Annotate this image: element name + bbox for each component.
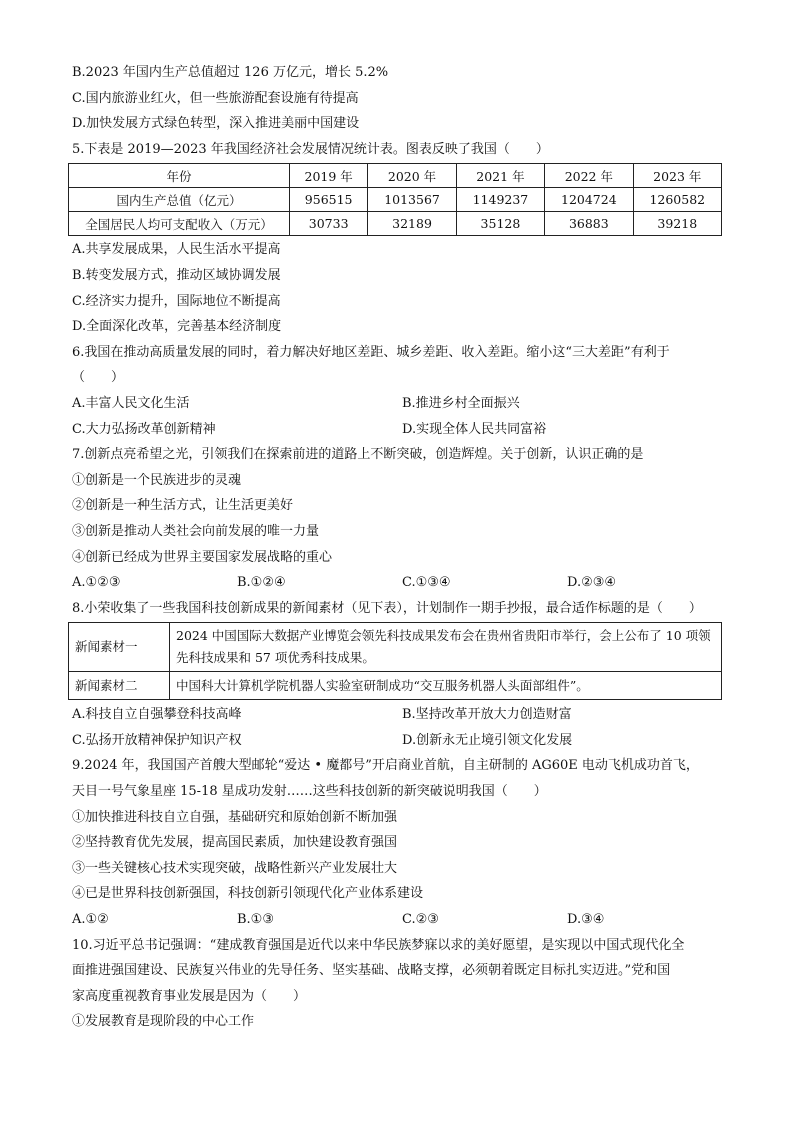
table-cell: 年份 xyxy=(69,164,290,188)
table-cell: 32189 xyxy=(368,212,456,236)
q7-option-d: D.②③④ xyxy=(567,575,617,591)
table-cell: 1149237 xyxy=(456,188,544,212)
table-cell: 2023 年 xyxy=(633,164,721,188)
table-row xyxy=(69,623,722,672)
q5-option-a: A.共享发展成果，人民生活水平提高 xyxy=(72,242,281,258)
q9-options xyxy=(72,907,732,933)
q5-table xyxy=(68,163,722,236)
q10-stem: 10.习近平总书记强调：“建成教育强国是近代以来中华民族梦寐以求的美好愿望，是实现以中国式现代化全 xyxy=(72,937,685,953)
q7-option-c: C.①③④ xyxy=(402,575,451,591)
q7-option-b: B.①②④ xyxy=(237,575,286,591)
q7-stem: 7.创新点亮希望之光，引领我们在探索前进的道路上不断突破，创造辉煌。关于创新，认识正确的是 xyxy=(72,447,644,463)
q7-item-1: ①创新是一个民族进步的灵魂 xyxy=(72,472,242,488)
q9-item-4: ④已是世界科技创新强国，科技创新引领现代化产业体系建设 xyxy=(72,886,424,902)
table-cell: 2019 年 xyxy=(290,164,368,188)
q8-options-row1 xyxy=(72,702,732,728)
table-row xyxy=(69,672,722,700)
table-cell: 39218 xyxy=(633,212,721,236)
q4-option-c: C.国内旅游业红火，但一些旅游配套设施有待提高 xyxy=(72,90,359,106)
q8-option-d: D.创新永无止境引领文化发展 xyxy=(402,732,573,748)
table-cell: 新闻素材一 xyxy=(69,623,170,672)
q9-stem: 9.2024 年，我国国产首艘大型邮轮“爱达 • 魔都号”开启商业首航，自主研制的 AG60E 电动飞机成功首飞， xyxy=(72,758,699,774)
q8-option-b: B.坚持改革开放大力创造财富 xyxy=(402,707,572,723)
q9-item-1: ①加快推进科技自立自强，基础研究和原始创新不断加强 xyxy=(72,809,398,825)
q6-option-c: C.大力弘扬改革创新精神 xyxy=(72,421,216,437)
table-cell: 全国居民人均可支配收入（万元） xyxy=(69,212,290,236)
q8-options-row2 xyxy=(72,728,732,754)
table-header-row xyxy=(69,164,722,188)
table-cell: 2022 年 xyxy=(545,164,633,188)
q5-stem: 5.下表是 2019—2023 年我国经济社会发展情况统计表。图表反映了我国（ ） xyxy=(72,141,549,157)
q7-item-4: ④创新已经成为世界主要国家发展战略的重心 xyxy=(72,549,333,565)
q5-option-b: B.转变发展方式，推动区域协调发展 xyxy=(72,267,281,283)
q7-item-3: ③创新是推动人类社会向前发展的唯一力量 xyxy=(72,523,320,539)
table-cell: 30733 xyxy=(290,212,368,236)
table-cell: 956515 xyxy=(290,188,368,212)
table-cell: 1260582 xyxy=(633,188,721,212)
table-cell: 35128 xyxy=(456,212,544,236)
table-row xyxy=(69,188,722,212)
q9-option-d: D.③④ xyxy=(567,912,605,928)
q8-option-a: A.科技自立自强攀登科技高峰 xyxy=(72,707,242,723)
table-cell: 1013567 xyxy=(368,188,456,212)
q6-stem-cont: （ ） xyxy=(72,370,125,386)
q9-option-a: A.①② xyxy=(72,912,109,928)
table-cell: 36883 xyxy=(545,212,633,236)
q6-options-row1 xyxy=(72,391,732,417)
q4-option-b: B.2023 年国内生产总值超过 126 万亿元，增长 5.2% xyxy=(72,65,389,80)
q9-stem-cont: 天目一号气象星座 15-18 星成功发射……这些科技创新的新突破说明我国（ ） xyxy=(72,784,547,800)
q7-options xyxy=(72,570,732,596)
q8-stem: 8.小荣收集了一些我国科技创新成果的新闻素材（见下表），计划制作一期手抄报，最合适作标题的是（ ） xyxy=(72,600,702,616)
q8-news-table xyxy=(68,622,722,700)
q9-item-2: ②坚持教育优先发展，提高国民素质，加快建设教育强国 xyxy=(72,835,398,851)
table-cell: 2021 年 xyxy=(456,164,544,188)
q9-item-3: ③一些关键核心技术实现突破，战略性新兴产业发展壮大 xyxy=(72,860,398,876)
q6-option-a: A.丰富人民文化生活 xyxy=(72,395,190,411)
q10-stem-cont: 家高度重视教育事业发展是因为（ ） xyxy=(72,988,307,1004)
q9-option-c: C.②③ xyxy=(402,912,439,928)
q6-stem: 6.我国在推动高质量发展的同时，着力解决好地区差距、城乡差距、收入差距。缩小这“三大差距”有利于 xyxy=(72,344,670,360)
table-cell: 国内生产总值（亿元） xyxy=(69,188,290,212)
table-cell: 新闻素材二 xyxy=(69,672,170,700)
q7-item-2: ②创新是一种生活方式，让生活更美好 xyxy=(72,498,294,514)
exam-page xyxy=(72,60,732,1035)
q5-option-c: C.经济实力提升，国际地位不断提高 xyxy=(72,293,281,309)
table-cell: 2020 年 xyxy=(368,164,456,188)
table-row xyxy=(69,212,722,236)
table-cell: 1204724 xyxy=(545,188,633,212)
table-cell: 2024 中国国际大数据产业博览会领先科技成果发布会在贵州省贵阳市举行，会上公布了 10 项领先科技成果和 57 项优秀科技成果。 xyxy=(170,623,722,672)
q6-option-d: D.实现全体人民共同富裕 xyxy=(402,421,547,437)
q5-option-d: D.全面深化改革，完善基本经济制度 xyxy=(72,319,282,335)
q6-options-row2 xyxy=(72,417,732,443)
table-cell: 中国科大计算机学院机器人实验室研制成功“交互服务机器人头面部组件”。 xyxy=(170,672,722,700)
q4-option-d: D.加快发展方式绿色转型，深入推进美丽中国建设 xyxy=(72,116,360,132)
q7-option-a: A.①②③ xyxy=(72,575,121,591)
q9-option-b: B.①③ xyxy=(237,912,274,928)
q8-option-c: C.弘扬开放精神保护知识产权 xyxy=(72,732,242,748)
q6-option-b: B.推进乡村全面振兴 xyxy=(402,395,520,411)
q10-item-1: ①发展教育是现阶段的中心工作 xyxy=(72,1014,255,1030)
q10-stem-cont: 面推进强国建设、民族复兴伟业的先导任务、坚实基础、战略支撑，必须朝着既定目标扎实迈进。”党和国 xyxy=(72,963,671,979)
